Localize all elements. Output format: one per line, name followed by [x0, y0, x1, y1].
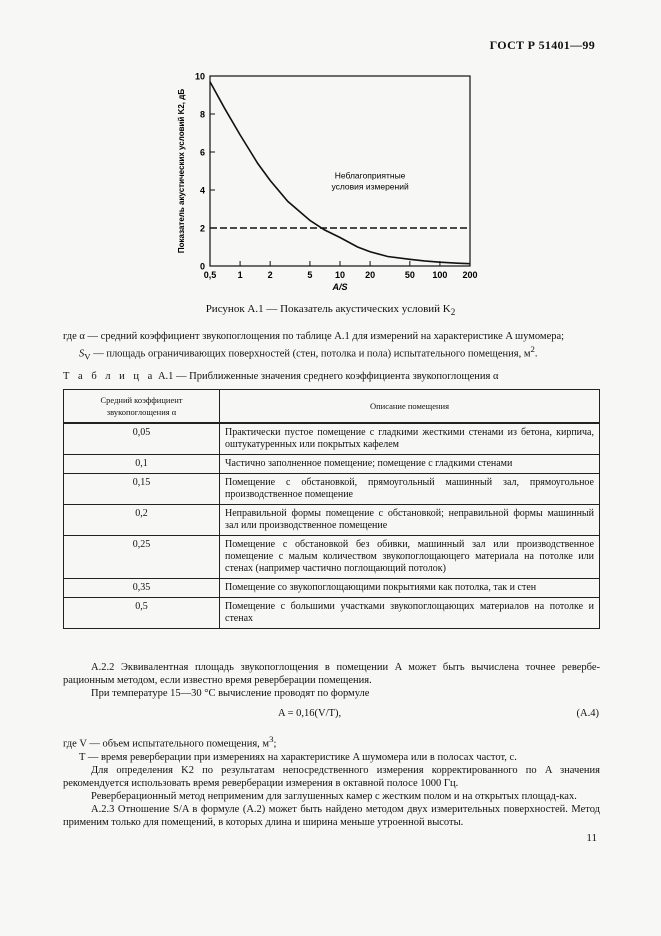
alpha-value: 0,35	[64, 579, 220, 598]
table-title: Т а б л и ц а А.1 — Приближенные значения среднего коэффициента звукопоглощения α	[63, 371, 499, 382]
para-a23: А.2.3 Отношение S/A в формуле (А.2) может быть найдено методом двух измерительных поверхностей. Метод применим только для помещений, в которых длина и ширина меньше утроенной высоты.	[63, 803, 600, 828]
x-tick-label: 200	[462, 270, 478, 280]
y-tick-label: 10	[194, 71, 205, 82]
y-tick-label: 6	[199, 147, 205, 158]
formula-number: (А.4)	[576, 708, 599, 719]
para-a22: А.2.2 Эквивалентная площадь звукопоглощения в помещении A может быть вычислена точнее ревербе-рационным методом, если известно время реверберации помещения.	[63, 662, 600, 686]
col-header-alpha: Средний коэффициент звукопоглощения α	[64, 390, 220, 424]
para-k2: Для определения K2 по результатам непосредственного измерения корректированного по A значения рекомендуется использовать время реверберации измерения в октавной полосе 1000 Гц.	[63, 764, 600, 789]
section-a22	[63, 661, 600, 700]
room-description: Помещение с обстановкой без обивки, машинный зал или производственное помещение с малым количеством звукопоглощающего материала на потолке или стенах (например частично поглощающий потолок)	[220, 536, 600, 579]
y-axis-label: Показатель акустических условий K2, дБ	[177, 88, 186, 254]
caption-subscript: 2	[450, 307, 456, 318]
section-defs-2	[63, 733, 600, 829]
formula-text: A = 0,16(V/T),	[278, 708, 342, 719]
y-tick-label: 0	[199, 261, 205, 272]
x-tick-label: 1	[237, 270, 243, 280]
x-tick-label: 50	[404, 270, 415, 280]
x-tick-label: 10	[334, 270, 346, 280]
annotation-line-2: условия измерений	[331, 181, 409, 192]
alpha-value: 0,1	[64, 455, 220, 474]
room-description: Помещение с обстановкой, прямоугольный машинный зал, прямоугольное производственное помещение	[220, 474, 600, 505]
table-row	[64, 455, 600, 474]
room-description: Практически пустое помещение с гладкими жесткими стенами из бетона, кирпича, оштукатуренных или покрытых кафелем	[220, 423, 600, 455]
figure-caption: Рисунок А.1 — Показатель акустических условий $K_2$	[205, 303, 456, 318]
room-description: Помещение с большими участками звукопоглощающих материалов на потолке и стенах	[220, 598, 600, 629]
para-reverb: Реверберационный метод неприменим для заглушенных камер с жестким полом и на открытых площад-ках.	[91, 790, 577, 802]
y-tick-label: 2	[199, 223, 205, 234]
para-temperature: При температуре 15—30 °С вычисление проводят по формуле	[91, 688, 370, 699]
table-row	[64, 536, 600, 579]
x-axis-label: A/S	[332, 282, 348, 292]
k2-chart	[170, 64, 490, 304]
definitions-block	[63, 330, 600, 364]
document-header: ГОСТ Р 51401—99	[489, 38, 595, 52]
page-number: 11	[586, 832, 597, 844]
x-tick-label: 20	[365, 270, 376, 280]
table-row	[64, 579, 600, 598]
room-description: Неправильной формы помещение с обстановкой; неправильной формы машинный зал или производственное помещение	[220, 505, 600, 536]
alpha-value: 0,15	[64, 474, 220, 505]
y-tick-label: 4	[199, 185, 205, 196]
absorption-table	[63, 389, 600, 629]
x-tick-label: 100	[432, 270, 448, 280]
table-row	[64, 423, 600, 455]
def-alpha: где α — средний коэффициент звукопоглощения по таблице А.1 для измерений на характеристике A шумомера;	[63, 331, 565, 342]
alpha-value: 0,25	[64, 536, 220, 579]
room-description: Помещение со звукопоглощающими покрытиями как потолка, так и стен	[220, 579, 600, 598]
alpha-value: 0,2	[64, 505, 220, 536]
table-row	[64, 474, 600, 505]
table-row	[64, 598, 600, 629]
def-sv: $S_V$ — площадь ограничивающих поверхностей (стен, потолка и пола) испытательного помещения, $м^2$.	[79, 344, 538, 362]
x-tick-label: 2	[267, 270, 273, 280]
def-t: T — время реверберации при измерениях на характеристике A шумомера или в полосах частот, с.	[79, 751, 517, 763]
y-tick-label: 8	[199, 109, 205, 120]
table-row	[64, 505, 600, 536]
alpha-value: 0,05	[64, 423, 220, 455]
x-tick-label: 5	[307, 270, 313, 280]
alpha-value: 0,5	[64, 598, 220, 629]
x-tick-label: 0,5	[203, 270, 217, 280]
col-header-desc: Описание помещения	[220, 390, 600, 424]
def-v: где V — объем испытательного помещения, $м^3$;	[63, 734, 277, 750]
room-description: Частично заполненное помещение; помещение с гладкими стенами	[220, 455, 600, 474]
annotation-line-1: Неблагоприятные	[334, 170, 406, 181]
